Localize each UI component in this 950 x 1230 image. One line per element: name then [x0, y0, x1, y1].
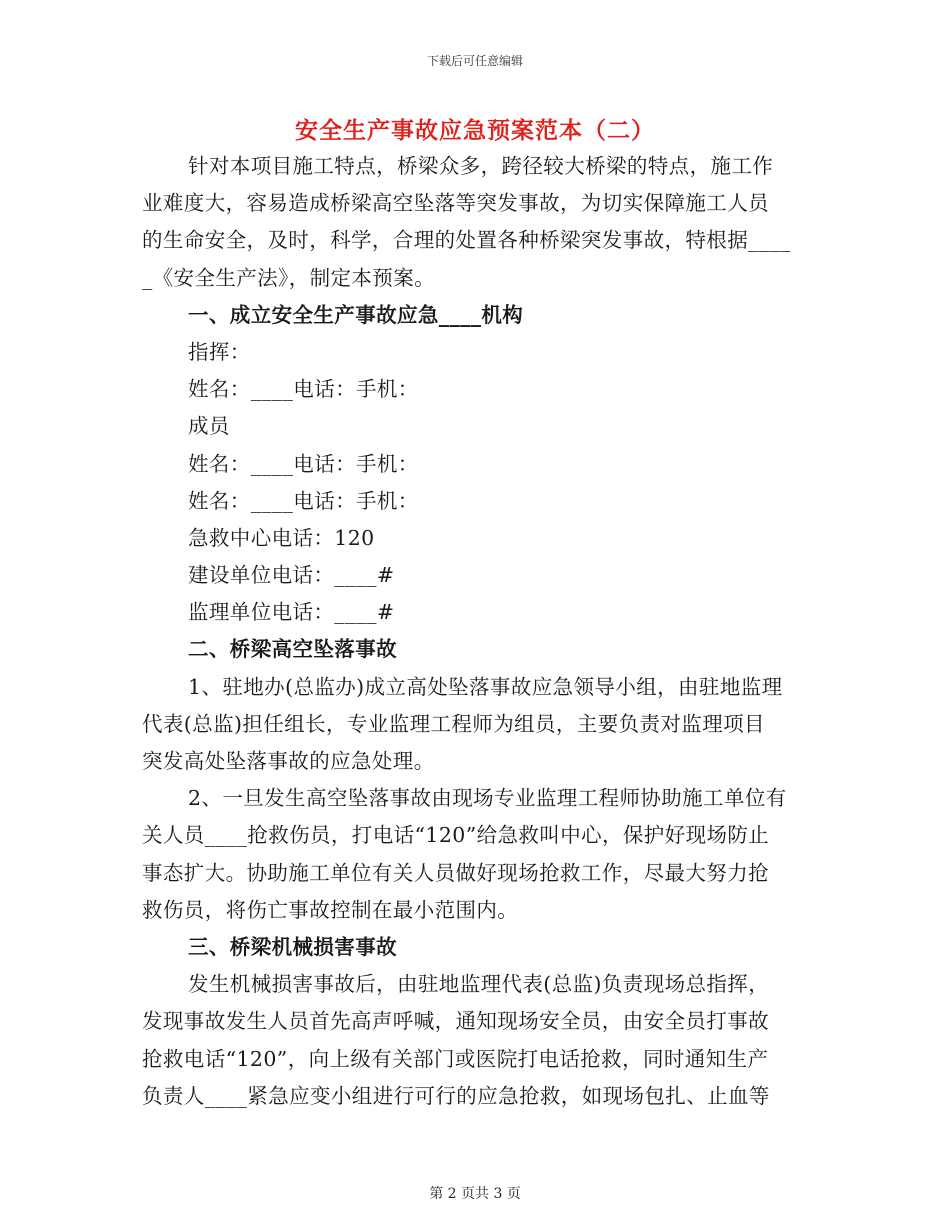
- paragraph-line: 针对本项目施工特点，桥梁众多，跨径较大桥梁的特点，施工作: [188, 154, 774, 178]
- paragraph-line: 突发高处坠落事故的应急处理。: [142, 749, 435, 773]
- paragraph-line: 发现事故发生人员首先高声呼喊，通知现场安全员，由安全员打事故: [142, 1009, 769, 1034]
- paragraph-line: 急救中心电话：120: [188, 525, 375, 550]
- paragraph-line: 事态扩大。协助施工单位有关人员做好现场抢救工作，尽最大努力抢: [142, 860, 769, 885]
- paragraph-line: 代表(总监)担任组长，专业监理工程师为组员，主要负责对监理项目: [142, 711, 765, 736]
- paragraph-line: 指挥：: [188, 339, 251, 364]
- section-heading-2: 二、桥梁高空坠落事故: [188, 637, 397, 662]
- paragraph-line: 成员: [188, 414, 230, 439]
- paragraph-line: 姓名：____电话：手机：: [188, 451, 419, 476]
- paragraph-line: 姓名：____电话：手机：: [188, 488, 419, 513]
- paragraph-line: 监理单位电话：____#: [188, 600, 395, 625]
- paragraph-line: 抢救电话“120”，向上级有关部门或医院打电话抢救，同时通知生产: [142, 1046, 769, 1071]
- section-heading-1: 一、成立安全生产事故应急____机构: [188, 302, 524, 327]
- paragraph-line: 2、一旦发生高空坠落事故由现场专业监理工程师协助施工单位有: [188, 786, 787, 811]
- document-body: [142, 148, 810, 1115]
- paragraph-line: _《安全生产法》，制定本预案。: [142, 265, 435, 290]
- paragraph-line: 建设单位电话：____#: [188, 563, 395, 588]
- paragraph-line: 救伤员，将伤亡事故控制在最小范围内。: [142, 897, 519, 922]
- paragraph-line: 的生命安全，及时，科学，合理的处置各种桥梁突发事故，特根据____: [142, 228, 791, 253]
- paragraph-line: 业难度大，容易造成桥梁高空坠落等突发事故，为切实保障施工人员: [142, 191, 769, 216]
- page-header: 下载后可任意编辑: [426, 54, 523, 68]
- section-heading-3: 三、桥梁机械损害事故: [188, 934, 397, 959]
- page-footer: 第 2 页共 3 页: [429, 1186, 521, 1202]
- paragraph-line: 姓名：____电话：手机：: [188, 377, 419, 402]
- document-title: 安全生产事故应急预案范本（二）: [295, 117, 655, 144]
- paragraph-line: 关人员____抢救伤员，打电话“120”给急救叫中心，保护好现场防止: [142, 823, 770, 848]
- paragraph-line: 1、驻地办(总监办)成立高处坠落事故应急领导小组，由驻地监理: [188, 674, 783, 699]
- paragraph-line: 负责人____紧急应变小组进行可行的应急抢救，如现场包扎、止血等: [142, 1083, 770, 1108]
- paragraph-line: 发生机械损害事故后，由驻地监理代表(总监)负责现场总指挥，: [188, 972, 770, 997]
